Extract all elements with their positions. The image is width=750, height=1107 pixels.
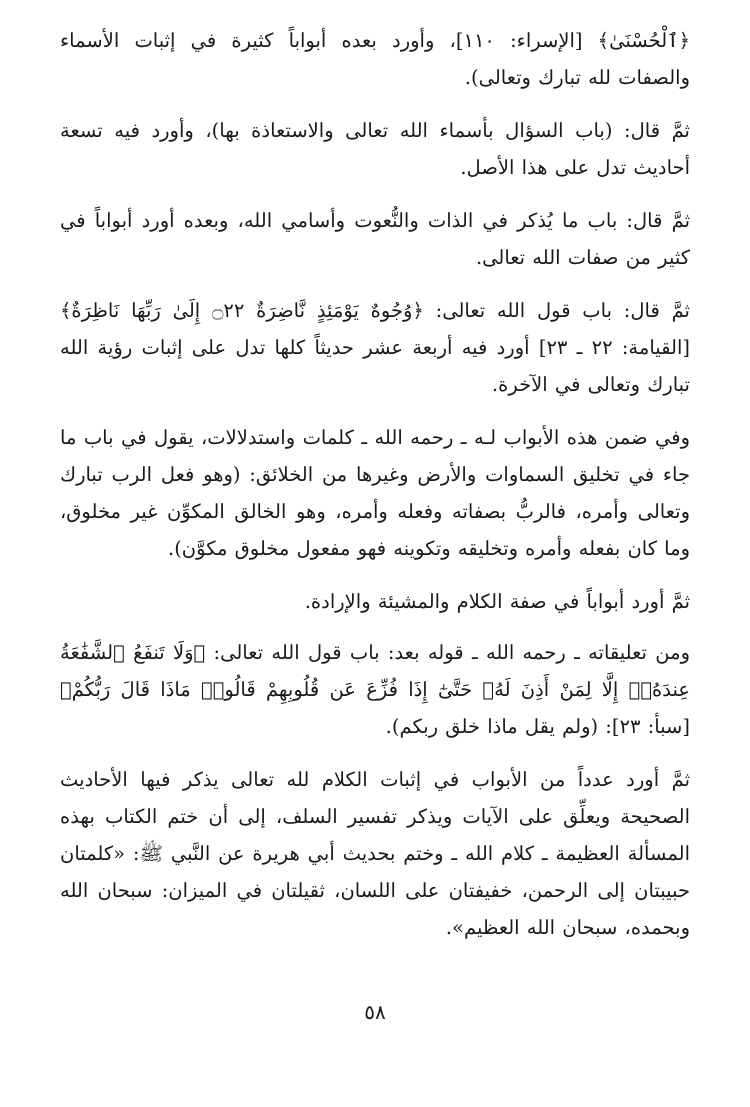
paragraph-1: ﴿ٱلْحُسْنَىٰ﴾ [الإسراء: ١١٠]، وأورد بعده أبواباً كثيرة في إثبات الأسماء والصفات لله تبارك وتعالى). (60, 29, 691, 89)
paragraph-4: ثمَّ قال: باب قول الله تعالى: ﴿وُجُوهٌ يَوْمَئِذٍ نَّاضِرَةٌ ۝٢٢ إِلَىٰ رَبِّهَا نَاظِرَةٌ﴾ [القيامة: ٢٢ ـ ٢٣] أورد فيه أربعة عشر حديثاً كلها تدل على إثبات رؤية الله تبارك وتعالى في الآخرة. (60, 299, 690, 396)
page-number: ٥٨ (364, 1000, 386, 1024)
page-body (60, 22, 690, 1042)
paragraph-3: ثمَّ قال: باب ما يُذكر في الذات والنُّعوت وأسامي الله، وبعده أورد أبواباً في كثير من صفات الله تعالى. (60, 209, 690, 269)
paragraph-6: ثمَّ أورد أبواباً في صفة الكلام والمشيئة والإرادة. (304, 590, 690, 613)
paragraph-2: ثمَّ قال: (باب السؤال بأسماء الله تعالى والاستعاذة بها)، وأورد فيه تسعة أحاديث تدل على هذا الأصل. (60, 119, 690, 179)
paragraph-5: وفي ضمن هذه الأبواب لـه ـ رحمه الله ـ كلمات واستدلالات، يقول في باب ما جاء في تخليق السماوات والأرض وغيرها من الخلائق: (وهو فعل الرب تبارك وتعالى وأمره، فالربُّ بصفاته وفعله وأمره، وهو الخالق المكوِّن غير مخلوق، وما كان بفعله وأمره وتخليقه وتكوينه فهو مفعول مخلوق مكوَّن). (60, 426, 690, 560)
paragraph-7: ومن تعليقاته ـ رحمه الله ـ قوله بعد: باب قول الله تعالى: ﴿وَلَا تَنفَعُ ٱلشَّفَٰعَةُ عِندَهُۥٓ إِلَّا لِمَنْ أَذِنَ لَهُۥ حَتَّىٰٓ إِذَا فُزِّعَ عَن قُلُوبِهِمْ قَالُوا۟ مَاذَا قَالَ رَبُّكُمْ﴾ [سبأ: ٢٣]: (ولم يقل ماذا خلق ربكم). (60, 641, 690, 738)
paragraph-8: ثمَّ أورد عدداً من الأبواب في إثبات الكلام لله تعالى يذكر فيها الأحاديث الصحيحة ويعلِّق على الآيات ويذكر تفسير السلف، إلى أن ختم الكتاب بهذه المسألة العظيمة ـ كلام الله ـ وختم بحديث أبي هريرة عن النَّبي ﷺ: «كلمتان حبيبتان إلى الرحمن، خفيفتان على اللسان، ثقيلتان في الميزان: سبحان الله وبحمده، سبحان الله العظيم». (60, 768, 690, 939)
